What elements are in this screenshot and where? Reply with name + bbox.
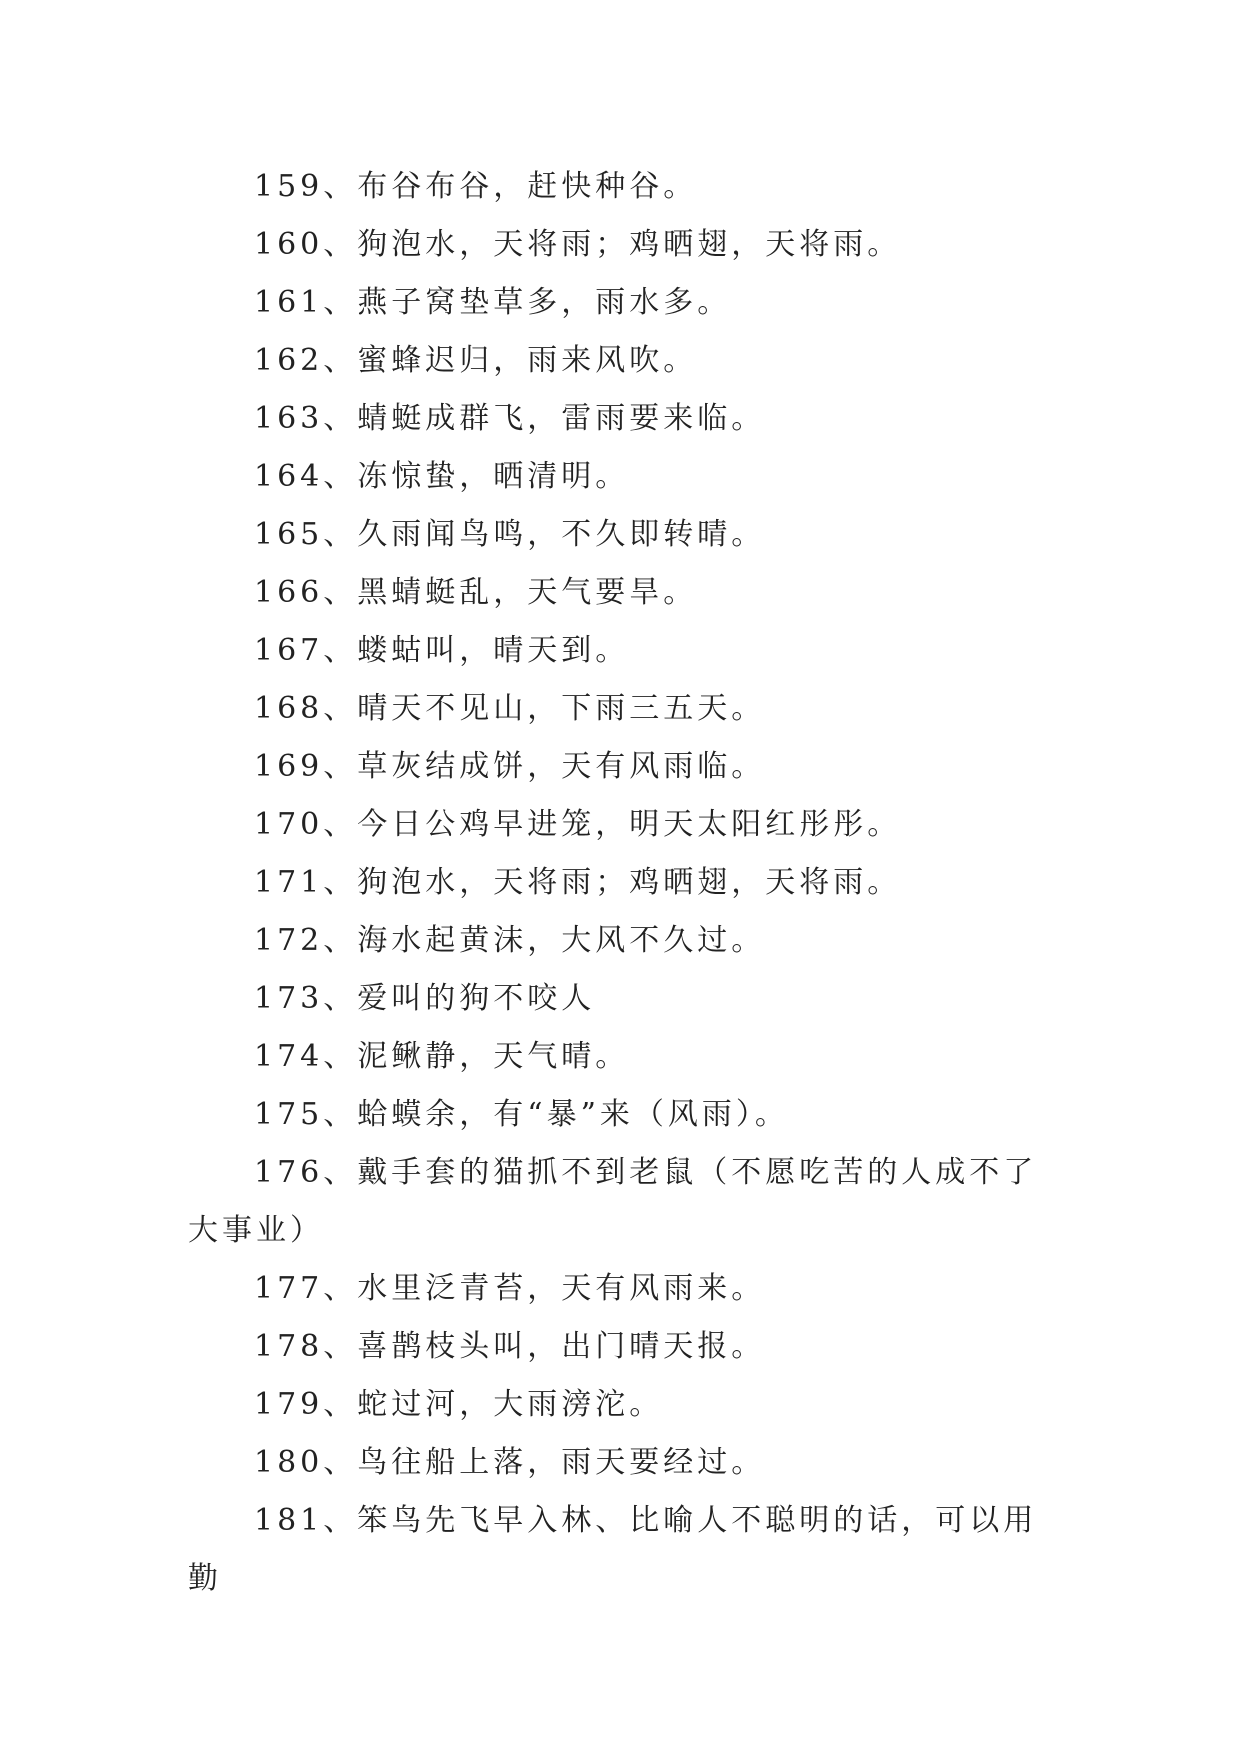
paragraph-176: 176、戴手套的猫抓不到老鼠（不愿吃苦的人成不了大事业）: [188, 1155, 1038, 1248]
paragraph-164: 164、冻惊蛰，晒清明。: [254, 459, 630, 494]
paragraph-173: 173、爱叫的狗不咬人: [254, 981, 596, 1016]
paragraph-160: 160、狗泡水，天将雨；鸡晒翅，天将雨。: [254, 227, 902, 262]
paragraph-181: 181、笨鸟先飞早入林、比喻人不聪明的话，可以用勤: [188, 1503, 1038, 1596]
paragraph-180: 180、鸟往船上落，雨天要经过。: [254, 1445, 766, 1480]
paragraph-166: 166、黑蜻蜓乱，天气要旱。: [254, 575, 698, 610]
paragraph-177: 177、水里泛青苔，天有风雨来。: [254, 1271, 766, 1306]
paragraph-169: 169、草灰结成饼，天有风雨临。: [254, 749, 766, 784]
paragraph-168: 168、晴天不见山，下雨三五天。: [254, 691, 766, 726]
paragraph-159: 159、布谷布谷，赶快种谷。: [254, 169, 698, 204]
paragraph-175: 175、蛤蟆余，有“暴”来（风雨）。: [254, 1097, 789, 1132]
paragraph-167: 167、蝼蛄叫，晴天到。: [254, 633, 630, 668]
paragraph-162: 162、蜜蜂迟归，雨来风吹。: [254, 343, 698, 378]
paragraph-178: 178、喜鹊枝头叫，出门晴天报。: [254, 1329, 766, 1364]
paragraph-163: 163、蜻蜓成群飞，雷雨要来临。: [254, 401, 766, 436]
paragraph-170: 170、今日公鸡早进笼，明天太阳红彤彤。: [254, 807, 902, 842]
paragraph-174: 174、泥鳅静，天气晴。: [254, 1039, 630, 1074]
paragraph-165: 165、久雨闻鸟鸣，不久即转晴。: [254, 517, 766, 552]
paragraph-161: 161、燕子窝垫草多，雨水多。: [254, 285, 732, 320]
document-body: [188, 158, 1050, 1608]
paragraph-172: 172、海水起黄沫，大风不久过。: [254, 923, 766, 958]
paragraph-179: 179、蛇过河，大雨滂沱。: [254, 1387, 664, 1422]
paragraph-171: 171、狗泡水，天将雨；鸡晒翅，天将雨。: [254, 865, 902, 900]
